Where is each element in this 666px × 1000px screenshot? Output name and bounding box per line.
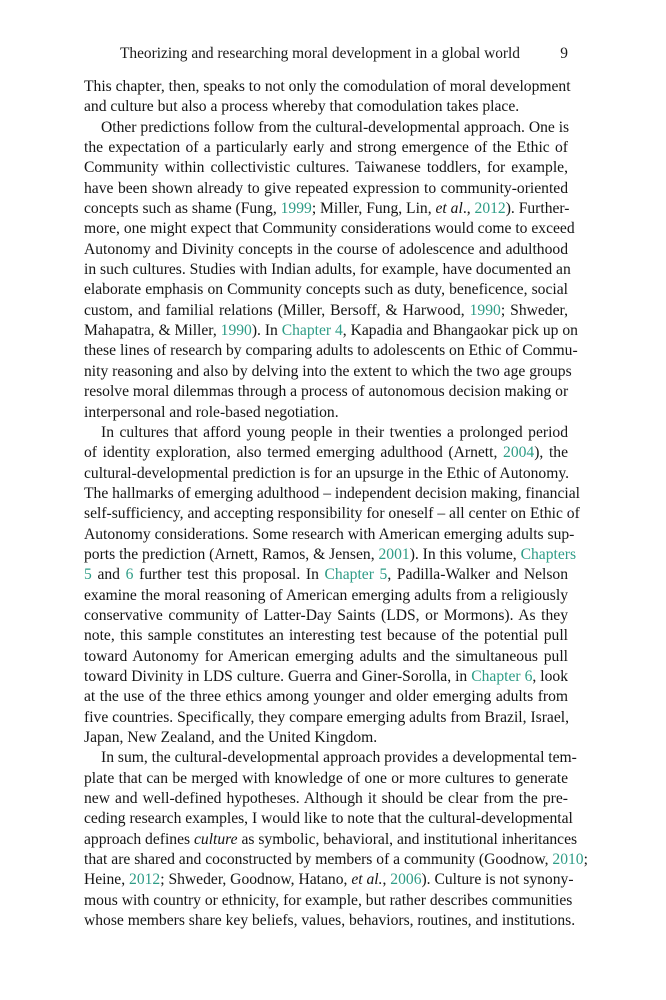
text-segment: self-sufficiency, and accepting responsibility for oneself – all center on Ethic of xyxy=(84,505,580,523)
text-segment: approach defines xyxy=(84,830,194,848)
text-segment: note, this sample constitutes an interesting test because of the potential pull xyxy=(84,627,568,645)
reference-link[interactable]: 2012 xyxy=(474,200,506,218)
text-line xyxy=(84,362,572,382)
reference-link[interactable]: 1990 xyxy=(469,301,501,319)
text-segment: , Padilla-Walker and Nelson xyxy=(387,566,569,584)
text-segment: ports the prediction (Arnett, Ramos, & Jensen, xyxy=(84,545,379,563)
text-segment: at the use of the three ethics among younger and older emerging adults from xyxy=(84,688,568,706)
running-head xyxy=(84,45,568,67)
text-segment: whose members share key beliefs, values, behaviors, routines, and institutions. xyxy=(84,912,576,930)
text-segment: and xyxy=(91,566,126,584)
text-line xyxy=(84,321,578,341)
text-segment: , look xyxy=(532,667,568,685)
text-segment: This chapter, then, speaks to not only the comodulation of moral development xyxy=(84,78,571,95)
paragraph xyxy=(84,748,588,931)
paragraph xyxy=(84,118,578,423)
text-segment: conservative community of Latter-Day Saints (LDS, or Mormons). As they xyxy=(84,606,568,624)
reference-link[interactable]: 2001 xyxy=(378,545,410,563)
text-segment: the expectation of a particularly early and strong emergence of the Ethic of xyxy=(84,139,568,157)
text-line xyxy=(84,870,574,890)
text-line xyxy=(84,586,568,606)
text-segment: five countries. Specifically, they compare emerging adults from Brazil, Israel, xyxy=(84,708,569,726)
text-segment: ). Further- xyxy=(505,200,570,218)
text-segment: toward Divinity in LDS culture. Guerra and Giner-Sorolla, in xyxy=(84,667,472,685)
text-line xyxy=(84,667,568,687)
reference-link[interactable]: 1990 xyxy=(220,322,252,340)
reference-link[interactable]: 2006 xyxy=(390,871,422,889)
reference-link[interactable]: 2004 xyxy=(503,444,535,462)
text-line xyxy=(84,341,578,361)
text-line xyxy=(84,647,568,667)
reference-link[interactable]: 2010 xyxy=(552,851,584,869)
text-segment: examine the moral reasoning of American emerging adults from a religiously xyxy=(84,586,568,604)
text-line xyxy=(84,260,571,280)
body-text xyxy=(84,77,588,931)
text-segment: , Kapadia and Bhangaokar pick up on xyxy=(342,322,578,340)
text-segment: In sum, the cultural-developmental approach provides a developmental tem- xyxy=(101,749,577,767)
text-line xyxy=(84,891,573,911)
reference-link[interactable]: Chapter 4 xyxy=(281,322,343,340)
text-segment: resolve moral dilemmas through a process of autonomous decision making or xyxy=(84,383,569,401)
text-segment: Japan, New Zealand, and the United Kingdom. xyxy=(84,729,378,746)
text-line xyxy=(84,97,568,117)
italic-text: et al xyxy=(435,200,463,218)
text-line xyxy=(84,728,568,748)
text-segment: ; Miller, Fung, Lin, xyxy=(311,200,436,218)
text-line xyxy=(84,830,578,850)
text-segment: Other predictions follow from the cultural-developmental approach. One is xyxy=(101,118,570,136)
text-segment: plate that can be merged with knowledge of one or more cultures to generate xyxy=(84,769,568,787)
text-line xyxy=(84,403,568,423)
reference-link[interactable]: Chapters xyxy=(520,545,577,563)
reference-link[interactable]: 1999 xyxy=(280,200,312,218)
text-segment: , xyxy=(382,871,391,889)
text-line xyxy=(84,687,568,707)
text-segment: The hallmarks of emerging adulthood – independent decision making, financial xyxy=(84,484,580,502)
text-segment: toward Autonomy for American emerging adults and the simultaneous pull xyxy=(84,647,568,665)
text-line xyxy=(84,545,577,565)
text-segment: that are shared and coconstructed by members of a community (Goodnow, xyxy=(84,851,553,869)
text-line xyxy=(84,423,568,443)
text-segment: Autonomy considerations. Some research with American emerging adults sup- xyxy=(84,525,575,543)
running-head-title: Theorizing and researching moral development in a global world xyxy=(119,45,520,62)
italic-text: culture xyxy=(193,830,238,848)
text-line xyxy=(84,138,568,158)
text-line xyxy=(84,158,568,178)
text-line xyxy=(84,179,568,199)
text-line xyxy=(84,504,580,524)
text-line xyxy=(84,118,568,138)
reference-link[interactable]: 2012 xyxy=(129,871,161,889)
text-segment: ceding research examples, I would like to note that the cultural-developmental xyxy=(84,810,573,828)
text-segment: cultural-developmental prediction is for an upsurge in the Ethic of Autonomy. xyxy=(84,464,570,482)
text-segment: mous with country or ethnicity, for example, but rather describes communities xyxy=(84,891,573,909)
text-line xyxy=(84,911,576,931)
text-line xyxy=(84,626,568,646)
text-segment: custom, and familial relations (Miller, Bersoff, & Harwood, xyxy=(84,301,470,319)
text-segment: ; Shweder, Goodnow, Hatano, xyxy=(160,871,352,889)
text-line xyxy=(84,464,568,484)
text-line xyxy=(84,280,568,300)
text-line xyxy=(84,606,568,626)
reference-link[interactable]: 5 xyxy=(84,566,92,584)
text-line xyxy=(84,382,568,402)
text-segment: these lines of research by comparing adults to adolescents on Ethic of Commu- xyxy=(84,342,578,360)
text-segment: further test this proposal. In xyxy=(133,566,325,584)
page-number: 9 xyxy=(560,45,568,62)
text-line xyxy=(84,219,575,239)
reference-link[interactable]: Chapter 5 xyxy=(324,566,388,584)
text-line xyxy=(84,240,568,260)
text-line xyxy=(84,484,580,504)
text-segment: ., xyxy=(462,200,475,218)
text-line xyxy=(84,77,571,97)
reference-link[interactable]: 6 xyxy=(125,566,134,584)
text-line xyxy=(84,850,588,870)
text-segment: Community within collectivistic cultures. Taiwanese toddlers, for example, xyxy=(84,159,568,177)
text-line xyxy=(84,748,577,768)
text-segment: in such cultures. Studies with Indian adults, for example, have documented an xyxy=(84,261,571,279)
text-line xyxy=(84,443,568,463)
text-segment: and culture but also a process whereby that comodulation takes place. xyxy=(84,98,520,116)
text-segment: ), the xyxy=(534,444,568,462)
text-segment: have been shown already to give repeated expression to community-oriented xyxy=(84,179,568,197)
text-line xyxy=(84,708,568,728)
text-segment: Autonomy and Divinity concepts in the course of adolescence and adulthood xyxy=(84,240,568,258)
text-segment: ; Shweder, xyxy=(500,301,568,319)
reference-link[interactable]: Chapter 6 xyxy=(471,667,533,685)
text-line xyxy=(84,301,568,321)
text-segment: elaborate emphasis on Community concepts such as duty, beneficence, social xyxy=(84,281,568,299)
text-segment: ; xyxy=(583,851,588,869)
text-segment: In cultures that afford young people in their twenties a prolonged period xyxy=(101,423,568,441)
text-segment: nity reasoning and also by delving into the extent to which the two age groups xyxy=(84,362,572,380)
text-line xyxy=(84,199,568,219)
text-segment: as symbolic, behavioral, and institutional inheritances xyxy=(237,830,578,848)
text-segment: of identity exploration, also termed emerging adulthood (Arnett, xyxy=(84,444,504,462)
paragraph xyxy=(84,77,571,118)
text-segment: Heine, xyxy=(84,871,130,889)
text-line xyxy=(84,565,568,585)
text-segment: ). Culture is not synony- xyxy=(421,871,574,889)
text-segment: more, one might expect that Community considerations would come to exceed xyxy=(84,220,575,238)
text-line xyxy=(84,809,573,829)
text-line xyxy=(84,789,568,809)
text-segment: new and well-defined hypotheses. Although it should be clear from the pre- xyxy=(84,790,568,808)
text-line xyxy=(84,769,568,789)
text-segment: ). In this volume, xyxy=(409,545,521,563)
text-segment: Mahapatra, & Miller, xyxy=(84,322,221,340)
italic-text: et al. xyxy=(351,871,383,889)
text-segment: interpersonal and role-based negotiation. xyxy=(84,403,339,421)
text-segment: ). In xyxy=(251,322,282,340)
text-line xyxy=(84,525,575,545)
text-segment: concepts such as shame (Fung, xyxy=(84,200,281,218)
paragraph xyxy=(84,423,580,749)
